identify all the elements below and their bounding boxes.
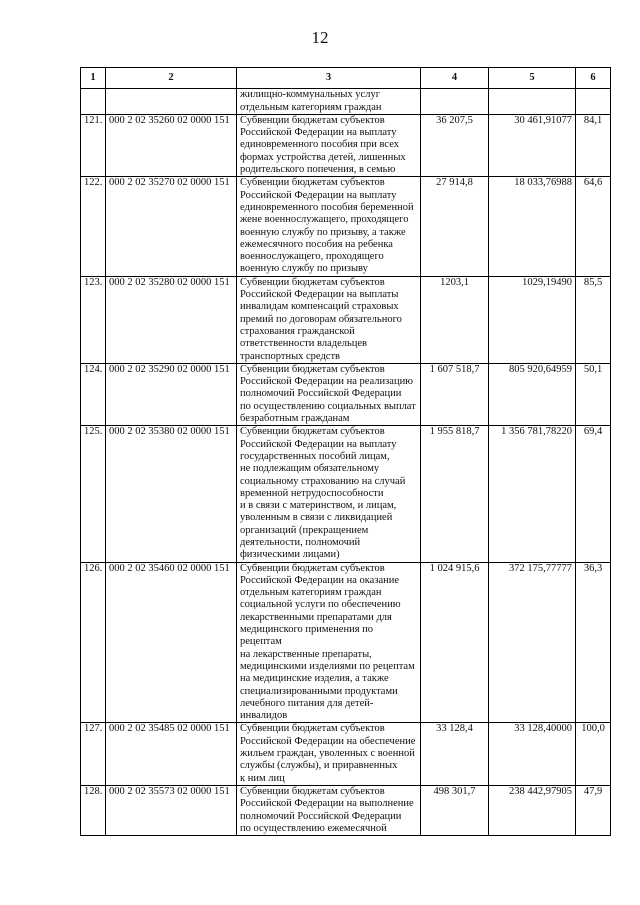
actual-value-cell: 805 920,64959 xyxy=(489,363,576,425)
description-line: страхования гражданской xyxy=(240,325,355,337)
table-row xyxy=(81,114,611,176)
table-row xyxy=(81,723,611,785)
plan-value-cell: 33 128,4 xyxy=(421,723,489,785)
description-line: медицинскими изделиями по рецептам xyxy=(240,660,415,672)
description-line: военную службу по призыву xyxy=(240,263,368,275)
description-line: Российской Федерации на выплату xyxy=(240,127,397,139)
plan-value-cell: 1 955 818,7 xyxy=(421,426,489,562)
header-col-3: 3 xyxy=(237,68,421,89)
description-line: Субвенции бюджетам субъектов xyxy=(240,426,385,438)
row-number-cell: 128. xyxy=(81,785,106,835)
plan-value-cell: 1 024 915,6 xyxy=(421,562,489,723)
row-number-cell: 122. xyxy=(81,177,106,276)
description-line: формах устройства детей, лишенных xyxy=(240,151,406,163)
row-number-cell xyxy=(81,89,106,115)
description-line: ответственности владельцев xyxy=(240,338,368,350)
header-col-6: 6 xyxy=(576,68,611,89)
percent-cell: 85,5 xyxy=(576,276,611,363)
table-row xyxy=(81,363,611,425)
header-col-4: 4 xyxy=(421,68,489,89)
description-line: Российской Федерации на выплаты xyxy=(240,289,399,301)
table-row xyxy=(81,276,611,363)
percent-cell: 64,6 xyxy=(576,177,611,276)
code-cell: 000 2 02 35260 02 0000 151 xyxy=(106,114,237,176)
description-line: Российской Федерации на обеспечение xyxy=(240,735,416,747)
description-line: деятельности, полномочий xyxy=(240,536,361,548)
description-line: премий по договорам обязательного xyxy=(240,313,402,325)
description-line: жилищно-коммунальных услуг xyxy=(240,89,380,101)
code-cell: 000 2 02 35485 02 0000 151 xyxy=(106,723,237,785)
actual-value-cell: 33 128,40000 xyxy=(489,723,576,785)
description-line: военную службу по призыву, а также xyxy=(240,226,406,238)
header-row xyxy=(81,68,611,89)
row-number-cell: 124. xyxy=(81,363,106,425)
description-line: отдельным категориям граждан xyxy=(240,587,382,599)
description-line: полномочий Российской Федерации xyxy=(240,388,402,400)
actual-value-cell xyxy=(489,89,576,115)
plan-value-cell: 1203,1 xyxy=(421,276,489,363)
percent-cell: 36,3 xyxy=(576,562,611,723)
table-row xyxy=(81,426,611,562)
description-line: жене военнослужащего, проходящего xyxy=(240,214,409,226)
description-line: военнослужащего, проходящего xyxy=(240,251,384,263)
description-line: инвалидам компенсаций страховых xyxy=(240,301,399,313)
code-cell: 000 2 02 35380 02 0000 151 xyxy=(106,426,237,562)
description-line: Субвенции бюджетам субъектов xyxy=(240,785,385,797)
description-line: медицинского применения по рецептам xyxy=(240,624,374,648)
description-line: Российской Федерации на выплату xyxy=(240,189,397,201)
code-cell xyxy=(106,89,237,115)
row-number-cell: 126. xyxy=(81,562,106,723)
percent-cell xyxy=(576,89,611,115)
description-line: полномочий Российской Федерации xyxy=(240,810,402,822)
description-cell xyxy=(237,89,421,115)
code-cell: 000 2 02 35290 02 0000 151 xyxy=(106,363,237,425)
description-line: временной нетрудоспособности xyxy=(240,487,384,499)
description-cell xyxy=(237,114,421,176)
description-line: единовременного пособия беременной xyxy=(240,201,414,213)
actual-value-cell: 18 033,76988 xyxy=(489,177,576,276)
description-line: службы (службы), и приравненных xyxy=(240,760,398,772)
description-line: Субвенции бюджетам субъектов xyxy=(240,363,385,375)
header-col-5: 5 xyxy=(489,68,576,89)
description-line: организаций (прекращением xyxy=(240,524,369,536)
header-col-1: 1 xyxy=(81,68,106,89)
description-line: лечебного питания для детей- xyxy=(240,697,374,709)
row-number-cell: 127. xyxy=(81,723,106,785)
description-cell xyxy=(237,363,421,425)
page-number: 12 xyxy=(311,28,329,47)
description-line: по осуществлению ежемесячной xyxy=(240,822,387,834)
code-cell: 000 2 02 35270 02 0000 151 xyxy=(106,177,237,276)
percent-cell: 50,1 xyxy=(576,363,611,425)
description-line: на лекарственные препараты, xyxy=(240,648,372,660)
actual-value-cell: 30 461,91077 xyxy=(489,114,576,176)
continuation-row xyxy=(81,89,611,115)
row-number-cell: 121. xyxy=(81,114,106,176)
table-row xyxy=(81,785,611,835)
description-line: жильем граждан, уволенных с военной xyxy=(240,748,415,760)
description-cell xyxy=(237,562,421,723)
plan-value-cell: 498 301,7 xyxy=(421,785,489,835)
description-line: Субвенции бюджетам субъектов xyxy=(240,723,385,735)
description-line: Субвенции бюджетам субъектов xyxy=(240,177,385,189)
description-cell xyxy=(237,785,421,835)
actual-value-cell: 1 356 781,78220 xyxy=(489,426,576,562)
code-cell: 000 2 02 35280 02 0000 151 xyxy=(106,276,237,363)
actual-value-cell: 238 442,97905 xyxy=(489,785,576,835)
description-line: государственных пособий лицам, xyxy=(240,450,390,462)
description-line: специализированными продуктами xyxy=(240,685,398,697)
description-line: социальной услуги по обеспечению xyxy=(240,599,401,611)
table-row xyxy=(81,177,611,276)
row-number-cell: 123. xyxy=(81,276,106,363)
description-line: Российской Федерации на реализацию xyxy=(240,376,414,388)
percent-cell: 69,4 xyxy=(576,426,611,562)
description-line: и в связи с материнством, и лицам, xyxy=(240,500,397,512)
percent-cell: 84,1 xyxy=(576,114,611,176)
plan-value-cell xyxy=(421,89,489,115)
budget-table xyxy=(80,67,611,836)
description-line: Субвенции бюджетам субъектов xyxy=(240,114,385,126)
description-line: не подлежащим обязательному xyxy=(240,463,380,475)
table-row xyxy=(81,562,611,723)
plan-value-cell: 1 607 518,7 xyxy=(421,363,489,425)
actual-value-cell: 1029,19490 xyxy=(489,276,576,363)
description-line: уволенным в связи с ликвидацией xyxy=(240,512,393,524)
description-line: единовременного пособия при всех xyxy=(240,139,399,151)
description-line: безработным гражданам xyxy=(240,413,350,425)
row-number-cell: 125. xyxy=(81,426,106,562)
percent-cell: 100,0 xyxy=(576,723,611,785)
description-cell xyxy=(237,177,421,276)
header-col-2: 2 xyxy=(106,68,237,89)
code-cell: 000 2 02 35573 02 0000 151 xyxy=(106,785,237,835)
description-line: инвалидов xyxy=(240,710,288,722)
description-line: социальному страхованию на случай xyxy=(240,475,406,487)
description-line: к ним лиц xyxy=(240,772,285,784)
plan-value-cell: 36 207,5 xyxy=(421,114,489,176)
description-line: лекарственными препаратами для xyxy=(240,611,392,623)
actual-value-cell: 372 175,77777 xyxy=(489,562,576,723)
code-cell: 000 2 02 35460 02 0000 151 xyxy=(106,562,237,723)
description-line: отдельным категориям граждан xyxy=(240,101,382,113)
description-line: Российской Федерации на выполнение xyxy=(240,798,414,810)
description-cell xyxy=(237,426,421,562)
description-line: Субвенции бюджетам субъектов xyxy=(240,276,385,288)
percent-cell: 47,9 xyxy=(576,785,611,835)
description-line: Российской Федерации на выплату xyxy=(240,438,397,450)
plan-value-cell: 27 914,8 xyxy=(421,177,489,276)
description-line: физическими лицами) xyxy=(240,549,340,561)
description-line: на медицинские изделия, а также xyxy=(240,673,389,685)
description-line: Российской Федерации на оказание xyxy=(240,574,400,586)
description-line: по осуществлению социальных выплат xyxy=(240,400,416,412)
description-cell xyxy=(237,276,421,363)
description-line: родительского попечения, в семью xyxy=(240,164,396,176)
description-line: Субвенции бюджетам субъектов xyxy=(240,562,385,574)
description-line: ежемесячного пособия на ребенка xyxy=(240,238,393,250)
description-cell xyxy=(237,723,421,785)
description-line: транспортных средств xyxy=(240,350,341,362)
